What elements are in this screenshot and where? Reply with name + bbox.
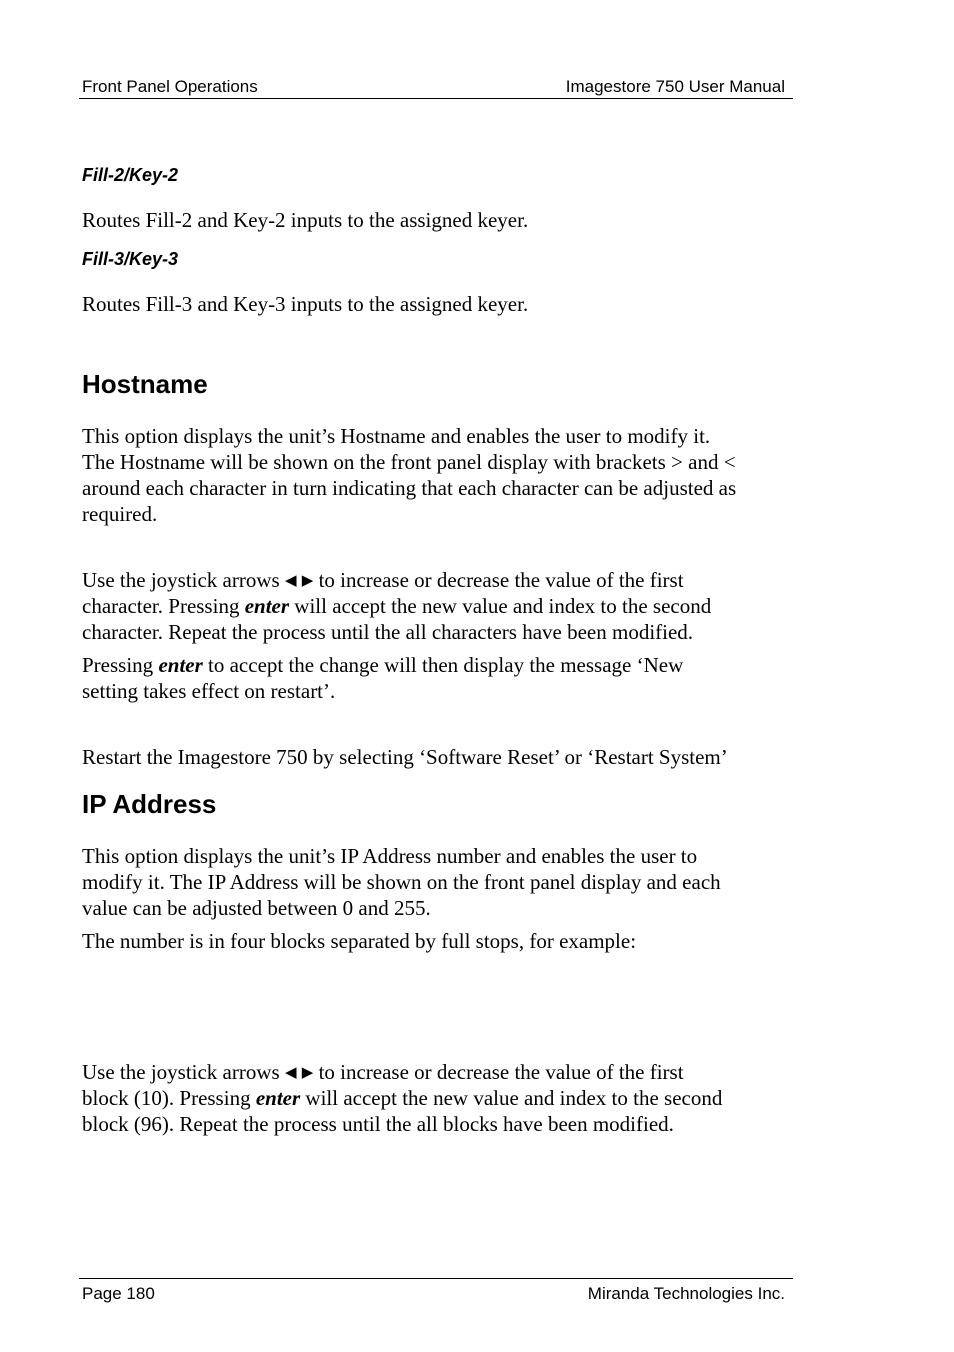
enter-keyword: enter: [158, 653, 203, 677]
enter-keyword: enter: [244, 594, 290, 618]
ip-p3-line-1: [82, 1059, 794, 1085]
hostname-heading: Hostname: [82, 369, 208, 399]
fill2-key2-heading: Fill-2/Key-2: [82, 165, 179, 185]
page-number: Page 180: [82, 1284, 155, 1303]
ip-paragraph-2: [82, 928, 794, 954]
ip-p3-line-2: [82, 1085, 794, 1111]
left-triangle-icon: ◀: [284, 571, 297, 589]
header-manual-title: Imagestore 750 User Manual: [565, 77, 785, 96]
hostname-paragraph-4: [82, 744, 794, 770]
hostname-p1-line: required.: [82, 502, 158, 526]
footer-company: Miranda Technologies Inc.: [587, 1284, 785, 1303]
hostname-p2-text: character. Pressing: [82, 594, 240, 618]
ip-p3-line-3: block (96). Repeat the process until the all blocks have been modified.: [82, 1112, 674, 1136]
hostname-p1-line: around each character in turn indicating that each character can be adjusted as: [82, 476, 737, 500]
ip-p1-line: This option displays the unit’s IP Address number and enables the user to: [82, 844, 698, 868]
ip-paragraph-3: [82, 1059, 794, 1137]
header-divider: [79, 98, 793, 99]
right-triangle-icon: ▶: [301, 1063, 314, 1081]
hostname-paragraph-1: [82, 423, 794, 527]
hostname-paragraph-3: [82, 652, 794, 704]
hostname-p1-line: This option displays the unit’s Hostname and enables the user to modify it.: [82, 424, 711, 448]
ip-p3-text: will accept the new value and index to the second: [305, 1086, 723, 1110]
hostname-p2-text: to increase or decrease the value of the first: [318, 568, 684, 592]
hostname-p3-line-2: setting takes effect on restart’.: [82, 679, 336, 703]
footer-divider: [79, 1278, 793, 1279]
ip-paragraph-1: [82, 843, 794, 921]
hostname-p3-text: Pressing: [82, 653, 154, 677]
hostname-p2-line-1: [82, 567, 794, 593]
fill2-key2-text: [82, 207, 794, 233]
fill3-key3-line: Routes Fill-3 and Key-3 inputs to the assigned keyer.: [82, 292, 529, 316]
header-section-title: Front Panel Operations: [82, 77, 258, 96]
ip-p1-line: value can be adjusted between 0 and 255.: [82, 896, 431, 920]
left-triangle-icon: ◀: [284, 1063, 297, 1081]
fill3-key3-heading: Fill-3/Key-3: [82, 249, 179, 269]
fill3-key3-text: [82, 291, 794, 317]
hostname-p4-line: Restart the Imagestore 750 by selecting ‘Software Reset’ or ‘Restart System’: [82, 745, 728, 769]
fill2-key2-line: Routes Fill-2 and Key-2 inputs to the assigned keyer.: [82, 208, 529, 232]
ip-p2-line: The number is in four blocks separated by full stops, for example:: [82, 929, 637, 953]
right-triangle-icon: ▶: [301, 571, 314, 589]
hostname-p3-text: to accept the change will then display the message ‘New: [208, 653, 684, 677]
hostname-p2-text: will accept the new value and index to the second: [294, 594, 712, 618]
ip-p3-text: block (10). Pressing: [82, 1086, 251, 1110]
hostname-p1-line: The Hostname will be shown on the front panel display with brackets > and <: [82, 450, 736, 474]
enter-keyword: enter: [255, 1086, 301, 1110]
ip-p1-line: modify it. The IP Address will be shown on the front panel display and each: [82, 870, 721, 894]
hostname-p2-line-2: [82, 593, 794, 619]
ip-address-heading: IP Address: [82, 789, 217, 819]
hostname-p3-line-1: [82, 652, 794, 678]
ip-p3-text: to increase or decrease the value of the first: [318, 1060, 684, 1084]
ip-p3-text: Use the joystick arrows: [82, 1060, 280, 1084]
hostname-p2-text: Use the joystick arrows: [82, 568, 280, 592]
hostname-paragraph-2: [82, 567, 794, 645]
hostname-p2-line-3: character. Repeat the process until the all characters have been modified.: [82, 620, 694, 644]
